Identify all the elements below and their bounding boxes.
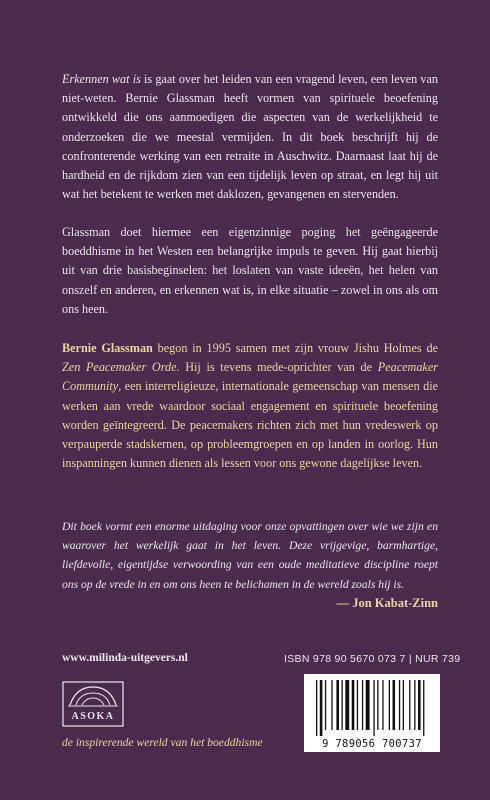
barcode-bar [352, 680, 355, 730]
barcode-bar [399, 680, 400, 730]
principles-paragraph [62, 223, 438, 319]
barcode-bar [382, 680, 383, 730]
bio-text-3: , een interreligieuze, internationale gemeenschap van mensen die werken aan vrede waardoor sociaal engagement en spirituele beoefening worden geïntegreerd. De peacemakers richten zich met hun vredeswerk op verpauperde stadskernen, op probleemgroepen en op landen in oorlog. Hun inspanningen kunnen dienen als lessen voor ons gewone dagelijkse leven. [62, 379, 438, 471]
barcode-bar [403, 680, 404, 730]
quote-author: — Jon Kabat-Zinn [336, 595, 438, 610]
bio-text-1: begon in 1995 samen met zijn vrouw Jishu Holmes de [152, 341, 438, 355]
principles-text: Glassman doet hiermee een eigenzinnige poging het geëngageerde boeddhisme in het Westen een belangrijke impuls te geven. Hij gaat hierbij uit van drie basisbeginselen: het loslaten van vaste ideeën, het helen van onszelf en anderen, en erkennen wat is, in elke situatie – zowel in ons als om ons heen. [62, 225, 438, 316]
barcode-bar [423, 680, 424, 736]
book-title-italic: Erkennen wat is [62, 72, 141, 86]
barcode-bar [342, 680, 343, 730]
barcode-bar [409, 680, 410, 730]
barcode-bar [316, 680, 317, 736]
community-name: Peacemaker Community [62, 360, 438, 394]
barcode-bar [418, 680, 421, 730]
author-bio [62, 339, 438, 473]
barcode-bar [389, 680, 390, 730]
endorsement-quote [62, 517, 438, 613]
zen-order-name: Zen Peacemaker Orde [62, 360, 177, 375]
barcode-bar [414, 680, 415, 730]
barcode-bar [366, 680, 370, 730]
barcode-bar [320, 680, 323, 736]
barcode-bar [325, 680, 326, 730]
logo-text: ASOKA [71, 711, 115, 722]
isbn-barcode [304, 674, 440, 752]
barcode-bar [345, 680, 349, 730]
barcode-bar [357, 680, 358, 730]
barcode-bars [304, 674, 440, 736]
asoka-logo [62, 681, 124, 727]
isbn-nur: ISBN 978 90 5670 073 7 | NUR 739 [284, 653, 461, 665]
intro-paragraph [62, 70, 438, 204]
barcode-bar [393, 680, 396, 730]
author-name: Bernie Glassman [62, 341, 153, 355]
intro-text: is gaat over het leiden van een vragend leven, een leven van niet-weten. Bernie Glassman heeft vormen van spirituele beoefening ontwikkeld die ons aanmoedigen die aspecten van de werkelijkheid te onderzoeken die we meestal vermijden. In dit boek beschrijft hij de confronterende werking van een retraite in Auschwitz. Daarnaast laat hij de hardheid en de rijkdom zien van een tijdelijk leven op straat, en legt hij uit wat het betekent te werken met daklozen, gevangenen en stervenden. [62, 72, 438, 202]
barcode-bar [362, 680, 363, 730]
asoka-emblem-icon [62, 681, 124, 727]
publisher-url[interactable]: www.milinda-uitgevers.nl [62, 652, 188, 664]
barcode-bar [377, 680, 378, 730]
barcode-bar [331, 680, 332, 730]
barcode-bar [373, 680, 374, 736]
barcode-bar [336, 680, 339, 730]
publisher-tagline: de inspirerende wereld van het boeddhisme [62, 736, 263, 749]
barcode-number: 9 789056 700737 [322, 738, 422, 750]
quote-text: Dit boek vormt een enorme uitdaging voor onze opvattingen over wie we zijn en waarover het werkelijk gaat in het leven. Deze vrijgevige, barmhartige, liefdevolle, eigentijdse verwoording van een oude meditatieve discipline roept ons op de vrede in en om ons heen te belichamen in de wereld zoals hij is. [62, 520, 438, 591]
bio-text-2: . Hij is tevens mede-oprichter van de [176, 360, 378, 375]
